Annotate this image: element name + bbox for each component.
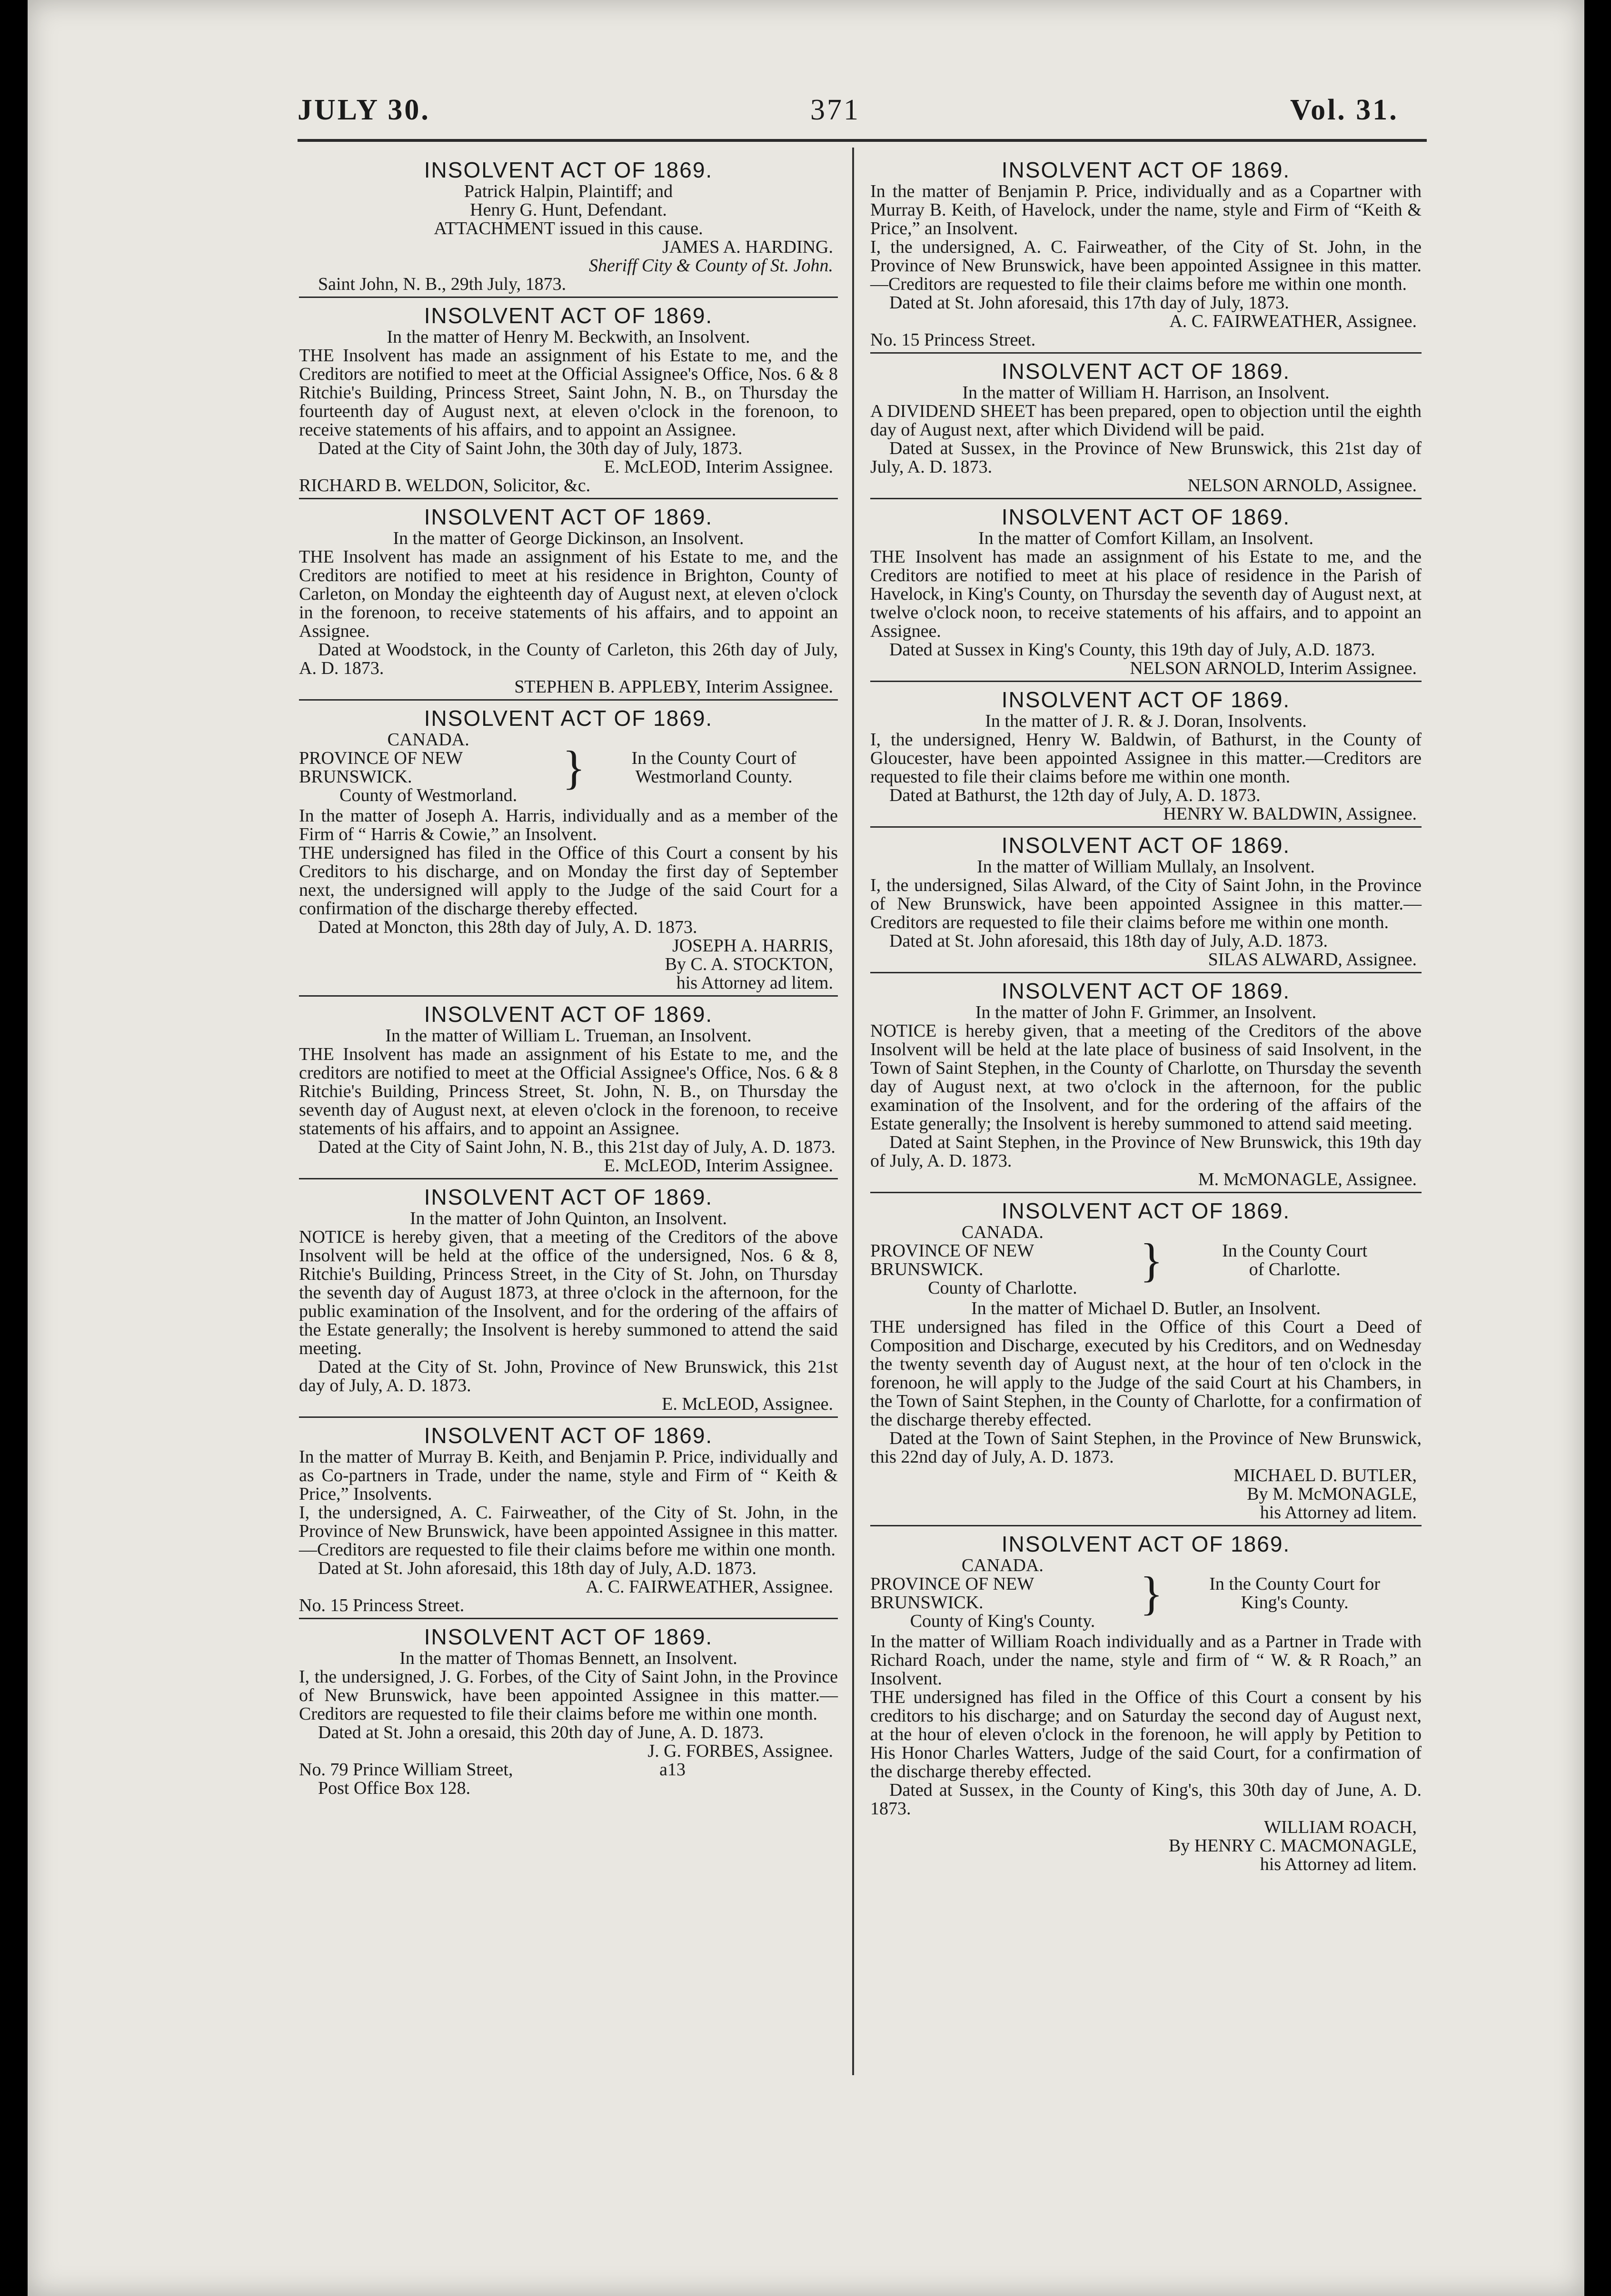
court-county: County of King's County. xyxy=(910,1611,1095,1631)
notice-body: I, the undersigned, A. C. Fairweather, of the City of St. John, in the Province of New Brunswick, have been appointed Assignee in this matter.—Creditors are requested to file their claims before me within one month. xyxy=(299,1503,838,1560)
notice-body: THE Insolvent has made an assignment of his Estate to me, and the creditors are notified to meet at the Official Assignee's Office, Nos. 6 & 8 Ritchie's Building, Princess Street, St. John, N. B., on Thursday the seventh day of August next, at eleven o'clock in the forenoon, to receive statements of his affairs, and to appoint an Assignee. xyxy=(299,1044,838,1138)
notice-signature: NELSON ARNOLD, Interim Assignee. xyxy=(1130,658,1417,678)
notice-line: Patrick Halpin, Plaintiff; and xyxy=(464,181,673,201)
notice-signature: JAMES A. HARDING. xyxy=(662,237,833,257)
notice-body: I, the undersigned, Silas Alward, of the City of Saint John, in the Province of New Brunswick, have been appointed Assignee in this matter.—Creditors are requested to file their claims before me within one month. xyxy=(870,875,1422,932)
notice-signature-by: By HENRY C. MACMONAGLE, xyxy=(1168,1836,1417,1856)
notice-matter: In the matter of Thomas Bennett, an Insolvent. xyxy=(399,1648,737,1668)
notice-matter: In the matter of J. R. & J. Doran, Insolvents. xyxy=(985,711,1307,731)
notice-signature: E. McLEOD, Interim Assignee. xyxy=(604,1156,833,1176)
notice-signature: A. C. FAIRWEATHER, Assignee. xyxy=(586,1577,833,1597)
court-name-2: of Charlotte. xyxy=(1249,1259,1341,1279)
notice-footer: No. 15 Princess Street. xyxy=(870,330,1036,350)
notice-title: INSOLVENT ACT OF 1869. xyxy=(1001,505,1291,529)
notice-matter: In the matter of William Mullaly, an Insolvent. xyxy=(977,857,1315,877)
notice-title: INSOLVENT ACT OF 1869. xyxy=(424,303,713,328)
notice-signature-role: his Attorney ad litem. xyxy=(676,973,833,993)
notice-matter: In the matter of Michael D. Butler, an Insolvent. xyxy=(971,1298,1321,1318)
notice xyxy=(299,1001,838,1179)
notice-body: NOTICE is hereby given, that a meeting of the Creditors of the above Insolvent will be held at the office of the undersigned, Nos. 6 & 8, Ritchie's Building, Princess Street, in the City of St. John, on Thursday the seventh day of August 1873, at three o'clock in the afternoon, for the public examination of the Insolvent, and for the ordering of the affairs of the Estate generally; the Insolvent is hereby summoned to attend the said meeting. xyxy=(299,1227,838,1358)
notice-dated: Dated at Moncton, this 28th day of July, A. D. 1873. xyxy=(318,917,697,937)
column-divider xyxy=(852,148,854,2075)
notice-matter: In the matter of Joseph A. Harris, individually and as a member of the Firm of “ Harris & Cowie,” an Insolvent. xyxy=(299,806,838,844)
notice xyxy=(870,358,1422,499)
notice-title: INSOLVENT ACT OF 1869. xyxy=(1001,158,1291,182)
notice xyxy=(299,1423,838,1619)
notice-body: THE undersigned has filed in the Office of this Court a consent by his creditors to his discharge; and on Saturday the second day of August next, at the hour of eleven o'clock in the forenoon, he will apply by Petition to His Honor Charles Watters, Judge of the said Court, for a confirmation of the discharge thereby effected. xyxy=(870,1687,1422,1781)
notice-matter: In the matter of Murray B. Keith, and Benjamin P. Price, individually and as Co-partners in Trade, under the name, style and Firm of “ Keith & Price,” Insolvents. xyxy=(299,1447,838,1504)
notice-title: INSOLVENT ACT OF 1869. xyxy=(1001,359,1291,384)
court-country: CANADA. xyxy=(961,1222,1044,1242)
header-page-number: 371 xyxy=(810,94,860,126)
notice-title: INSOLVENT ACT OF 1869. xyxy=(1001,1198,1291,1223)
notice-footer: RICHARD B. WELDON, Solicitor, &c. xyxy=(299,475,591,495)
notice-dated: Dated at Bathurst, the 12th day of July, A. D. 1873. xyxy=(889,785,1261,805)
court-country: CANADA. xyxy=(387,730,469,750)
left-column xyxy=(299,157,838,1805)
notice-signature: M. McMONAGLE, Assignee. xyxy=(1198,1169,1417,1189)
notice-dated: Dated at St. John aforesaid, this 18th day of July, A.D. 1873. xyxy=(318,1558,757,1578)
brace: } xyxy=(562,741,586,794)
notice xyxy=(299,504,838,701)
notice-matter: In the matter of William H. Harrison, an Insolvent. xyxy=(962,383,1330,403)
court-name: In the County Court xyxy=(1222,1241,1368,1261)
notice-signature: STEPHEN B. APPLEBY, Interim Assignee. xyxy=(514,677,833,697)
court-province: PROVINCE OF NEW BRUNSWICK. xyxy=(870,1241,1034,1279)
notice xyxy=(299,303,838,499)
notice-signature: MICHAEL D. BUTLER, xyxy=(1233,1465,1417,1485)
notice xyxy=(870,504,1422,682)
header-rule xyxy=(298,139,1427,142)
notice-body: THE undersigned has filed in the Office of this Court a consent by his Creditors to his discharge, and on Monday the first day of September next, the undersigned will apply to the Judge of the said Court for a confirmation of the discharge thereby effected. xyxy=(299,843,838,919)
notice-dated: Dated at the City of St. John, Province of New Brunswick, this 21st day of July, A. D. 1873. xyxy=(299,1357,838,1395)
notice xyxy=(870,1198,1422,1526)
court-name: In the County Court of xyxy=(631,748,796,768)
notice-title: INSOLVENT ACT OF 1869. xyxy=(424,1624,713,1649)
notice-body: I, the undersigned, Henry W. Baldwin, of Bathurst, in the County of Gloucester, have been appointed Assignee in this matter.—Creditors are requested to file their claims before me within one month. xyxy=(870,730,1422,787)
notice-line: Henry G. Hunt, Defendant. xyxy=(470,200,667,220)
notice-title: INSOLVENT ACT OF 1869. xyxy=(424,1002,713,1027)
notice-matter: In the matter of William Roach individually and as a Partner in Trade with Richard Roach, under the name, style and firm of “ W. & R Roach,” an Insolvent. xyxy=(870,1632,1422,1689)
court-heading xyxy=(870,1556,1422,1631)
court-name-2: King's County. xyxy=(1241,1593,1349,1613)
court-province: PROVINCE OF NEW BRUNSWICK. xyxy=(299,748,463,787)
header-date: JULY 30. xyxy=(298,94,430,126)
court-name: In the County Court for xyxy=(1209,1574,1381,1594)
notice xyxy=(299,157,838,298)
notice-dated: Dated at the City of Saint John, the 30th day of July, 1873. xyxy=(318,438,743,458)
notice-body: I, the undersigned, A. C. Fairweather, of the City of St. John, in the Province of New Brunswick, have been appointed Assignee in this matter.—Creditors are requested to file their claims before me within one month. xyxy=(870,237,1422,294)
notice-signature-role: his Attorney ad litem. xyxy=(1260,1854,1417,1874)
notice-matter: In the matter of John Quinton, an Insolvent. xyxy=(410,1208,727,1228)
court-province: PROVINCE OF NEW BRUNSWICK. xyxy=(870,1574,1034,1613)
notice-matter: In the matter of Benjamin P. Price, individually and as a Copartner with Murray B. Keith, of Havelock, under the name, style and Firm of “Keith & Price,” an Insolvent. xyxy=(870,181,1422,238)
notice-footer: No. 79 Prince William Street, xyxy=(299,1760,513,1780)
notice-body: THE undersigned has filed in the Office of this Court a Deed of Composition and Discharge, executed by his Creditors, and on Wednesday the twenty seventh day of August next, at the hour of ten o'clock in the forenoon, he will apply to the Judge of the said Court at his Chambers, in the Town of Saint Stephen, in the County of Charlotte, for a confirmation of the discharge thereby effected. xyxy=(870,1317,1422,1430)
notice-signature-by: By C. A. STOCKTON, xyxy=(665,954,833,974)
notice-dated: Dated at St. John aforesaid, this 18th day of July, A.D. 1873. xyxy=(889,931,1328,951)
notice-matter: In the matter of John F. Grimmer, an Insolvent. xyxy=(975,1002,1317,1022)
notice-signature: E. McLEOD, Interim Assignee. xyxy=(604,457,833,477)
court-name-2: Westmorland County. xyxy=(635,767,793,787)
notice-signature: HENRY W. BALDWIN, Assignee. xyxy=(1163,804,1417,824)
notice xyxy=(870,832,1422,973)
notice-signature: E. McLEOD, Assignee. xyxy=(662,1394,833,1414)
notice xyxy=(299,1184,838,1418)
notice-title: INSOLVENT ACT OF 1869. xyxy=(424,1423,713,1448)
notice-footer-2: Post Office Box 128. xyxy=(318,1778,471,1798)
notice-title: INSOLVENT ACT OF 1869. xyxy=(424,706,713,731)
notice-signature: SILAS ALWARD, Assignee. xyxy=(1208,950,1417,970)
court-county: County of Charlotte. xyxy=(928,1278,1077,1298)
brace: } xyxy=(1140,1234,1163,1287)
notice-code: a13 xyxy=(659,1760,686,1780)
notice-signature: A. C. FAIRWEATHER, Assignee. xyxy=(1169,311,1417,331)
notice-matter: In the matter of George Dickinson, an Insolvent. xyxy=(393,528,744,548)
notice xyxy=(870,1531,1422,1877)
notice-title: INSOLVENT ACT OF 1869. xyxy=(424,505,713,529)
notice-signature-by: By M. McMONAGLE, xyxy=(1247,1484,1417,1504)
notice-body: A DIVIDEND SHEET has been prepared, open to objection until the eighth day of August next, after which Dividend will be paid. xyxy=(870,401,1422,440)
notice xyxy=(870,687,1422,828)
notice xyxy=(299,705,838,997)
notice-dated: Dated at Sussex, in the County of King's, this 30th day of June, A. D. 1873. xyxy=(870,1780,1422,1819)
notice-title: INSOLVENT ACT OF 1869. xyxy=(424,158,713,182)
notice-dated: Dated at Saint Stephen, in the Province of New Brunswick, this 19th day of July, A. D. 1873. xyxy=(870,1132,1422,1171)
notice-body: THE Insolvent has made an assignment of his Estate to me, and the Creditors are notified to meet at his place of residence in the Parish of Havelock, in King's County, on Thursday the seventh day of August next, at twelve o'clock noon, to receive statements of his affairs, and to appoint an Assignee. xyxy=(870,547,1422,641)
notice-signature: WILLIAM ROACH, xyxy=(1264,1817,1417,1837)
notice-dated: Dated at the City of Saint John, N. B., this 21st day of July, A. D. 1873. xyxy=(318,1137,835,1157)
notice-title: INSOLVENT ACT OF 1869. xyxy=(1001,687,1291,712)
court-heading xyxy=(870,1223,1422,1297)
notice-dated: Dated at St. John a oresaid, this 20th day of June, A. D. 1873. xyxy=(318,1722,764,1742)
notice-dated: Dated at Sussex in King's County, this 19th day of July, A.D. 1873. xyxy=(889,640,1375,660)
notice-matter: In the matter of Henry M. Beckwith, an Insolvent. xyxy=(387,327,750,347)
court-country: CANADA. xyxy=(961,1555,1044,1575)
notice-signature: J. G. FORBES, Assignee. xyxy=(647,1741,833,1761)
notice-signature: NELSON ARNOLD, Assignee. xyxy=(1187,475,1417,495)
notice-footer: No. 15 Princess Street. xyxy=(299,1595,465,1615)
notice-line: ATTACHMENT issued in this cause. xyxy=(434,218,703,238)
notice-matter: In the matter of William L. Trueman, an Insolvent. xyxy=(385,1026,752,1046)
notice-title: INSOLVENT ACT OF 1869. xyxy=(1001,1532,1291,1556)
notice-matter: In the matter of Comfort Killam, an Insolvent. xyxy=(978,528,1313,548)
notice-body: THE Insolvent has made an assignment of his Estate to me, and the Creditors are notified to meet at the Official Assignee's Office, Nos. 6 & 8 Ritchie's Building, Princess Street, Saint John, N. B., on Thursday the fourteenth day of August next, at eleven o'clock in the forenoon, to receive statements of his affairs, and to appoint an Assignee. xyxy=(299,346,838,440)
header-volume: Vol. 31. xyxy=(1290,94,1399,126)
notice-dated: Dated at the Town of Saint Stephen, in the Province of New Brunswick, this 22nd day of July, A. D. 1873. xyxy=(870,1428,1422,1467)
notice-signature-role: his Attorney ad litem. xyxy=(1260,1503,1417,1523)
court-heading xyxy=(299,731,838,805)
notice-title: INSOLVENT ACT OF 1869. xyxy=(1001,979,1291,1003)
notice-body: I, the undersigned, J. G. Forbes, of the City of Saint John, in the Province of New Brunswick, have been appointed Assignee in this matter.—Creditors are requested to file their claims before me within one month. xyxy=(299,1667,838,1724)
notice-footer: Saint John, N. B., 29th July, 1873. xyxy=(318,274,567,294)
notice-title: INSOLVENT ACT OF 1869. xyxy=(424,1185,713,1209)
notice-title: INSOLVENT ACT OF 1869. xyxy=(1001,833,1291,858)
notice-body: THE Insolvent has made an assignment of his Estate to me, and the Creditors are notified to meet at his residence in Brighton, County of Carleton, on Monday the eighteenth day of August next, at eleven o'clock in the forenoon, to receive statements of his affairs, and to appoint an Assignee. xyxy=(299,547,838,641)
notice-dated: Dated at Woodstock, in the County of Carleton, this 26th day of July, A. D. 1873. xyxy=(299,640,838,678)
notice xyxy=(299,1624,838,1801)
notice-body: NOTICE is hereby given, that a meeting of the Creditors of the above Insolvent will be held at the late place of business of said Insolvent, in the Town of Saint Stephen, in the County of Charlotte, on Thursday the seventh day of August next, at two o'clock in the afternoon, for the public examination of the Insolvent, and for the ordering of the affairs of the Estate generally; the Insolvent is hereby summoned to attend said meeting. xyxy=(870,1021,1422,1134)
notice-dated: Dated at St. John aforesaid, this 17th day of July, 1873. xyxy=(889,293,1289,313)
notice-signature: JOSEPH A. HARRIS, xyxy=(672,936,833,956)
notice xyxy=(870,157,1422,354)
brace: } xyxy=(1140,1567,1163,1620)
notice-signature-title: Sheriff City & County of St. John. xyxy=(589,256,833,276)
notice-dated: Dated at Sussex, in the Province of New Brunswick, this 21st day of July, A. D. 1873. xyxy=(870,438,1422,477)
notice xyxy=(870,978,1422,1193)
right-column xyxy=(870,157,1422,1881)
court-county: County of Westmorland. xyxy=(339,785,517,805)
